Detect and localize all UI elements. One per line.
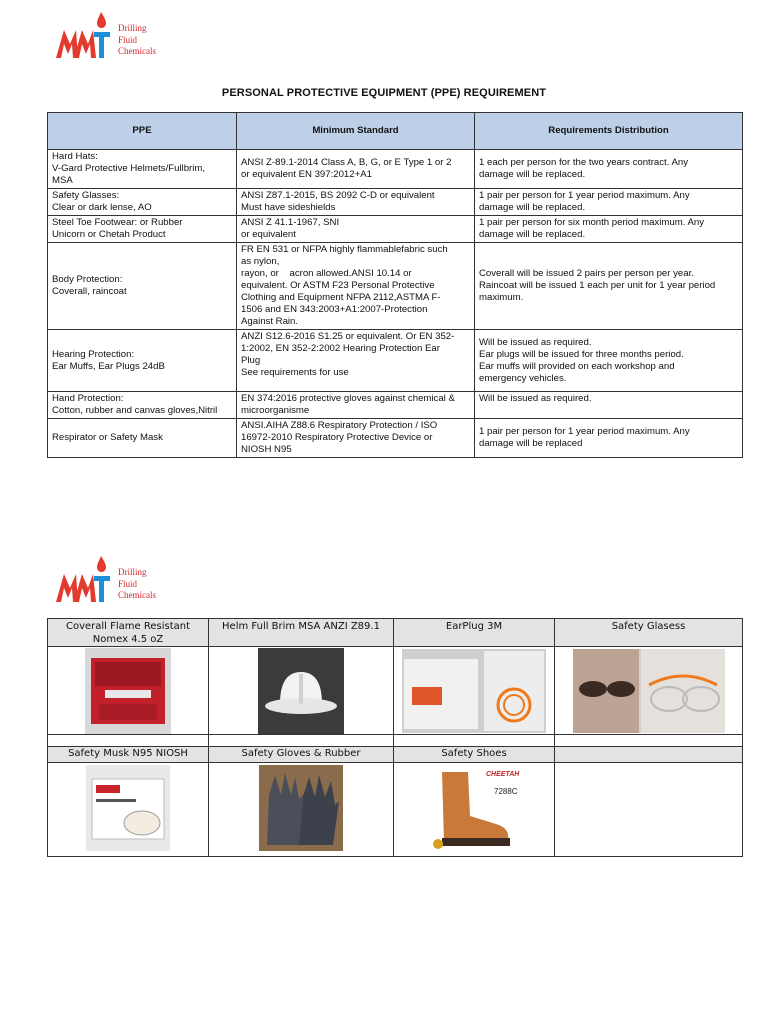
logo-line-2: Fluid	[118, 578, 138, 589]
cell-line: NIOSH N95	[241, 444, 292, 455]
distribution-cell	[475, 419, 743, 458]
table-row	[48, 419, 743, 458]
page-title: PERSONAL PROTECTIVE EQUIPMENT (PPE) REQUIREMENT	[221, 87, 547, 99]
cell-line: ANSI Z 41.1-1967, SNI	[241, 217, 340, 228]
company-logo-2	[52, 554, 162, 604]
distribution-cell	[475, 189, 743, 216]
photo-cell	[394, 763, 555, 857]
photo-cell	[209, 647, 394, 735]
cell-line: Ear Muffs, Ear Plugs 24dB	[52, 360, 165, 372]
photo-cell	[555, 647, 743, 735]
photo-cell-empty	[555, 763, 743, 857]
mask-photo	[86, 765, 170, 851]
cell-line: Against Rain.	[241, 316, 299, 327]
caption-safety-glasses: Safety Glasess	[555, 619, 743, 647]
caption-gloves: Safety Gloves & Rubber	[209, 747, 394, 763]
distribution-cell	[475, 330, 743, 392]
earplug-photo	[402, 649, 546, 733]
table-row	[48, 216, 743, 243]
cell-line: emergency vehicles.	[479, 372, 567, 384]
logo-line-3: Chemicals	[118, 590, 156, 600]
ppe-cell	[48, 243, 237, 330]
ppe-cell	[48, 216, 237, 243]
cell-line: ANSI Z-89.1-2014 Class A, B, G, or E Type 1 or 2	[241, 157, 452, 168]
photo-cell	[48, 647, 209, 735]
cell-line: Hand Protection:	[52, 393, 124, 404]
cell-line: damage will be replaced	[479, 438, 583, 449]
shoe-brand-label: CHEETAH	[486, 771, 520, 778]
cell-line: or equivalent EN 397:2012+A1	[241, 169, 372, 180]
gallery-spacer-row	[48, 735, 743, 747]
cell-line: Steel Toe Footwear: or Rubber	[52, 217, 183, 228]
header-ppe: PPE	[48, 113, 237, 150]
photo-cell	[48, 763, 209, 857]
cell-line: 1 pair per person for 1 year period maximum. Any	[479, 190, 690, 201]
cell-line: Plug	[241, 355, 261, 366]
cell-line: Coverall, raincoat	[52, 286, 127, 297]
ppe-photo-gallery	[47, 618, 743, 857]
cell-line: or equivalent	[241, 229, 296, 240]
caption-mask: Safety Musk N95 NIOSH	[48, 747, 209, 763]
table-row	[48, 330, 743, 392]
cell-line: Must have sideshields	[241, 202, 336, 213]
standard-cell	[237, 392, 475, 419]
distribution-cell	[475, 243, 743, 330]
ppe-cell	[48, 189, 237, 216]
logo-line-1: Drilling	[118, 23, 147, 33]
coverall-photo	[85, 648, 171, 734]
cell-line: EN 374:2016 protective gloves against chemical &	[241, 393, 455, 404]
caption-empty	[555, 747, 743, 763]
cell-line: ANSI Z87.1-2015, BS 2092 C-D or equivalent	[241, 190, 435, 201]
logo-mark-icon	[52, 10, 110, 60]
cell-line: damage will be replaced.	[479, 169, 586, 180]
table-row	[48, 189, 743, 216]
cell-line: Will be issued as required.	[479, 336, 592, 348]
ppe-cell	[48, 330, 237, 392]
table-header-row	[48, 113, 743, 150]
logo-line-3: Chemicals	[118, 46, 156, 56]
cell-line: 1 pair per person for six month period maximum. Any	[479, 217, 705, 228]
table-row	[48, 392, 743, 419]
cell-line: V-Gard Protective Helmets/Fullbrim,	[52, 163, 206, 174]
cell-line: Coverall will be issued 2 pairs per person per year.	[479, 268, 694, 279]
cell-line: rayon, or acron allowed.ANSI 10.14 or	[241, 268, 412, 279]
cell-line: equivalent. Or ASTM F23 Personal Protective	[241, 280, 435, 291]
gallery-header-row-2	[48, 747, 743, 763]
cell-line: microorganisme	[241, 405, 310, 416]
cell-line: MSA	[52, 175, 73, 186]
standard-cell	[237, 216, 475, 243]
caption-shoes: Safety Shoes	[394, 747, 555, 763]
cell-line: as nylon,	[241, 256, 280, 267]
logo-mark-icon	[52, 554, 110, 604]
gloves-photo	[259, 765, 343, 851]
ppe-cell	[48, 150, 237, 189]
cell-line: damage will be replaced.	[479, 202, 586, 213]
cell-line: Hearing Protection:	[52, 348, 135, 360]
cell-line: FR EN 531 or NFPA highly flammablefabric such	[241, 244, 448, 255]
safety-glasses-photo	[573, 649, 725, 733]
cell-line: Will be issued as required.	[479, 393, 592, 404]
cell-line: Clothing and Equipment NFPA 2112,ASTMA F-	[241, 292, 441, 303]
cell-line: Ear muffs will provided on each workshop and	[479, 360, 675, 372]
cell-line: ANSI.AIHA Z88.6 Respiratory Protection / ISO	[241, 420, 438, 431]
spacer-cell	[209, 735, 394, 747]
header-minimum-standard: Minimum Standard	[237, 113, 475, 150]
company-logo	[52, 10, 162, 60]
cell-line: 1506 and EN 343:2003+A1:2007-Protection	[241, 304, 428, 315]
caption-helmet: Helm Full Brim MSA ANZI Z89.1	[209, 619, 394, 647]
table-row	[48, 243, 743, 330]
cell-line: Body Protection:	[52, 274, 123, 285]
cell-line: Safety Glasses:	[52, 190, 120, 201]
distribution-cell	[475, 150, 743, 189]
table-row	[48, 150, 743, 189]
distribution-cell	[475, 392, 743, 419]
cell-line: 1 each per person for the two years contract. Any	[479, 157, 689, 168]
cell-line: Unicorn or Chetah Product	[52, 229, 166, 240]
standard-cell	[237, 189, 475, 216]
cell-line: 1 pair per person for 1 year period maximum. Any	[479, 426, 690, 437]
safety-shoes-photo	[424, 764, 524, 852]
distribution-cell	[475, 216, 743, 243]
gallery-header-row	[48, 619, 743, 647]
standard-cell	[237, 330, 475, 392]
photo-cell	[209, 763, 394, 857]
cell-line: Hard Hats:	[52, 151, 98, 162]
ppe-cell	[48, 419, 237, 458]
standard-cell	[237, 150, 475, 189]
ppe-cell	[48, 392, 237, 419]
logo-line-1: Drilling	[118, 567, 147, 577]
caption-coverall: Coverall Flame Resistant Nomex 4.5 oZ	[48, 619, 209, 647]
gallery-photo-row	[48, 647, 743, 735]
cell-line: ANZI S12.6-2016 S1.25 or equivalent. Or EN 352-	[241, 331, 455, 342]
spacer-cell	[48, 735, 209, 747]
photo-cell	[394, 647, 555, 735]
cell-line: maximum.	[479, 292, 524, 303]
cell-line: Ear plugs will be issued for three months period.	[479, 348, 684, 360]
shoe-model-label: 7288C	[494, 787, 518, 796]
standard-cell	[237, 243, 475, 330]
cell-line: damage will be replaced.	[479, 229, 586, 240]
ppe-requirements-table	[47, 112, 743, 458]
standard-cell	[237, 419, 475, 458]
header-requirements-distribution: Requirements Distribution	[475, 113, 743, 150]
cell-line: Clear or dark lense, AO	[52, 202, 152, 213]
gallery-photo-row-2	[48, 763, 743, 857]
cell-line: Cotton, rubber and canvas gloves,Nitril	[52, 405, 218, 416]
caption-earplug: EarPlug 3M	[394, 619, 555, 647]
cell-line: Respirator or Safety Mask	[52, 432, 163, 443]
cell-line: 16972-2010 Respiratory Protective Device or	[241, 432, 433, 443]
spacer-cell	[394, 735, 555, 747]
spacer-cell	[555, 735, 743, 747]
helmet-photo	[258, 648, 344, 734]
cell-line: See requirements for use	[241, 367, 349, 378]
cell-line: Raincoat will be issued 1 each per unit for 1 year period	[479, 280, 716, 291]
cell-line: 1:2002, EN 352-2:2002 Hearing Protection Ear	[241, 343, 440, 354]
logo-line-2: Fluid	[118, 34, 138, 45]
